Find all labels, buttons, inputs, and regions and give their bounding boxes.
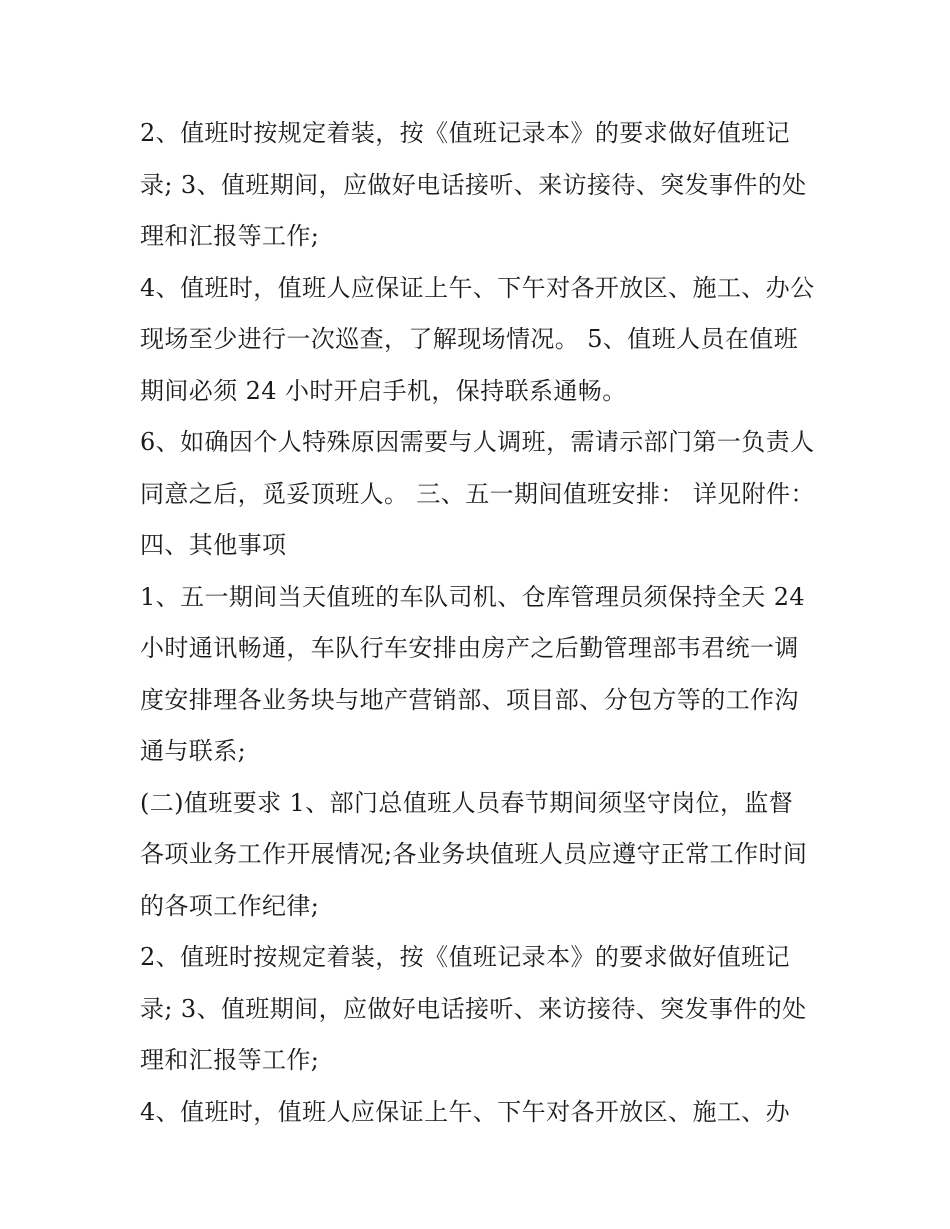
- paragraph-patrol-phone: 4、值班时，值班人应保证上午、下午对各开放区、施工、办公现场至少进行一次巡查，了解现场情况。 5、值班人员在值班期间必须 24 小时开启手机，保持联系通畅。: [140, 273, 815, 405]
- paragraph-duty-dress-record: 2、值班时按规定着装，按《值班记录本》的要求做好值班记录; 3、值班期间，应做好电话接听、来访接待、突发事件的处理和汇报等工作;: [140, 119, 807, 250]
- paragraph-drivers-warehouse: 1、五一期间当天值班的车队司机、仓库管理员须保持全天 24 小时通讯畅通，车队行车安排由房产之后勤管理部韦君统一调度安排理各业务块与地产营销部、项目部、分包方等的工作沟通与联系;: [140, 582, 806, 765]
- paragraph-duty-dress-record-repeat: 2、值班时按规定着装，按《值班记录本》的要求做好值班记录; 3、值班期间，应做好电话接听、来访接待、突发事件的处理和汇报等工作;: [140, 943, 807, 1074]
- paragraph-duty-requirements: (二)值班要求 1、部门总值班人员春节期间须坚守岗位，监督各项业务工作开展情况;各业务块值班人员应遵守正常工作时间的各项工作纪律;: [140, 788, 808, 920]
- document-page: [140, 108, 816, 1138]
- paragraph-patrol-partial: 4、值班时，值班人应保证上午、下午对各开放区、施工、办: [140, 1097, 791, 1126]
- paragraph-shift-swap-schedule: 6、如确因个人特殊原因需要与人调班，需请示部门第一负责人同意之后，觅妥顶班人。 三、五一期间值班安排： 详见附件： 四、其他事项: [140, 428, 815, 559]
